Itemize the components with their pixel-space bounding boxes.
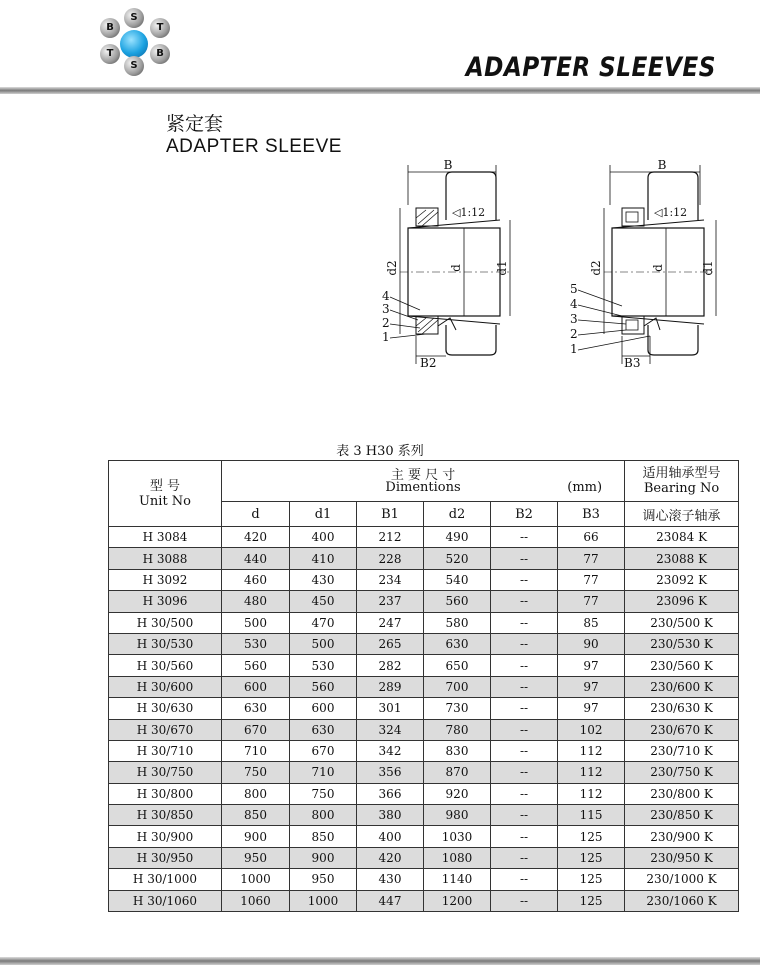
cell-d: 600 <box>222 676 290 697</box>
cell-d1: 410 <box>290 548 357 569</box>
table-row <box>109 805 739 826</box>
column-header: B3 <box>558 502 625 527</box>
cell-d1: 530 <box>290 655 357 676</box>
drawing-left-view <box>382 158 510 370</box>
cell-d1: 450 <box>290 591 357 612</box>
cell-d2: 700 <box>424 676 491 697</box>
cell-d: 480 <box>222 591 290 612</box>
cell-b2: -- <box>491 698 558 719</box>
dim-b-label: B <box>657 158 667 172</box>
taper-label: ◁1:12 <box>452 206 486 219</box>
table-row <box>109 591 739 612</box>
cell-b2: -- <box>491 762 558 783</box>
cell-bearing: 230/530 K <box>625 633 739 654</box>
dim-d1-label: d1 <box>495 260 509 276</box>
table-row <box>109 548 739 569</box>
cell-bearing: 230/950 K <box>625 847 739 868</box>
cell-d: 750 <box>222 762 290 783</box>
cell-bearing: 230/1000 K <box>625 869 739 890</box>
cell-unit: H 30/670 <box>109 719 222 740</box>
cell-unit: H 30/1060 <box>109 890 222 911</box>
cell-unit: H 30/630 <box>109 698 222 719</box>
cell-b1: 282 <box>357 655 424 676</box>
cell-d1: 900 <box>290 847 357 868</box>
cell-d2: 650 <box>424 655 491 676</box>
cell-d1: 670 <box>290 740 357 761</box>
cell-d1: 560 <box>290 676 357 697</box>
dim-d2-label: d2 <box>589 260 603 276</box>
cell-unit: H 3088 <box>109 548 222 569</box>
column-header: B2 <box>491 502 558 527</box>
cell-unit: H 30/500 <box>109 612 222 633</box>
cell-bearing: 23092 K <box>625 569 739 590</box>
part-number: 2 <box>570 327 578 341</box>
cell-b3: 112 <box>558 762 625 783</box>
dim-b2-label: B2 <box>420 356 437 370</box>
cell-d1: 630 <box>290 719 357 740</box>
cell-d: 1000 <box>222 869 290 890</box>
cell-d2: 980 <box>424 805 491 826</box>
table-row <box>109 869 739 890</box>
cell-b1: 420 <box>357 847 424 868</box>
cell-d2: 520 <box>424 548 491 569</box>
page-header-title: ADAPTER SLEEVES <box>465 52 716 83</box>
cell-bearing: 230/1060 K <box>625 890 739 911</box>
cell-b3: 125 <box>558 869 625 890</box>
column-header: d2 <box>424 502 491 527</box>
cell-unit: H 30/900 <box>109 826 222 847</box>
cell-b3: 112 <box>558 783 625 804</box>
dim-b-label: B <box>443 158 453 172</box>
dim-d-label: d <box>449 264 463 272</box>
cell-d2: 870 <box>424 762 491 783</box>
cell-unit: H 30/950 <box>109 847 222 868</box>
cell-d: 670 <box>222 719 290 740</box>
dim-d1-label: d1 <box>701 260 715 276</box>
cell-unit: H 30/1000 <box>109 869 222 890</box>
table-row <box>109 719 739 740</box>
cell-d1: 400 <box>290 527 357 548</box>
brand-logo <box>94 8 174 78</box>
cell-unit: H 30/530 <box>109 633 222 654</box>
bearing-no-header: 适用轴承型号 Bearing No <box>625 461 739 502</box>
cell-d2: 920 <box>424 783 491 804</box>
cell-b1: 380 <box>357 805 424 826</box>
cell-d2: 730 <box>424 698 491 719</box>
cell-bearing: 230/600 K <box>625 676 739 697</box>
part-number: 4 <box>570 297 578 311</box>
cell-b2: -- <box>491 527 558 548</box>
cell-b1: 400 <box>357 826 424 847</box>
cell-d2: 630 <box>424 633 491 654</box>
table-row <box>109 890 739 911</box>
bearing-type-header: 调心滚子轴承 <box>625 502 739 527</box>
part-number: 3 <box>382 302 390 316</box>
logo-ball: S <box>124 56 144 76</box>
cell-bearing: 230/560 K <box>625 655 739 676</box>
cell-bearing: 230/900 K <box>625 826 739 847</box>
cell-d: 420 <box>222 527 290 548</box>
cell-d2: 1030 <box>424 826 491 847</box>
cell-d: 900 <box>222 826 290 847</box>
cell-unit: H 30/800 <box>109 783 222 804</box>
cell-b1: 430 <box>357 869 424 890</box>
cell-d2: 490 <box>424 527 491 548</box>
table-row <box>109 527 739 548</box>
cell-b2: -- <box>491 676 558 697</box>
part-number: 5 <box>570 282 578 296</box>
cell-b2: -- <box>491 569 558 590</box>
part-number: 3 <box>570 312 578 326</box>
table-row <box>109 698 739 719</box>
cell-bearing: 23096 K <box>625 591 739 612</box>
cell-d2: 580 <box>424 612 491 633</box>
cell-unit: H 3084 <box>109 527 222 548</box>
cell-b1: 447 <box>357 890 424 911</box>
cell-unit: H 30/600 <box>109 676 222 697</box>
cell-d1: 1000 <box>290 890 357 911</box>
cell-d2: 830 <box>424 740 491 761</box>
table-row <box>109 826 739 847</box>
cell-b1: 324 <box>357 719 424 740</box>
cell-d1: 500 <box>290 633 357 654</box>
cell-b1: 228 <box>357 548 424 569</box>
cell-d1: 800 <box>290 805 357 826</box>
drawing-right-view <box>570 158 716 370</box>
cell-d2: 780 <box>424 719 491 740</box>
cell-d: 710 <box>222 740 290 761</box>
cell-bearing: 23084 K <box>625 527 739 548</box>
cell-unit: H 30/710 <box>109 740 222 761</box>
cell-b2: -- <box>491 826 558 847</box>
cell-b2: -- <box>491 783 558 804</box>
cell-b1: 212 <box>357 527 424 548</box>
cell-bearing: 230/670 K <box>625 719 739 740</box>
cell-b2: -- <box>491 633 558 654</box>
cell-b3: 125 <box>558 890 625 911</box>
dim-b3-label: B3 <box>624 356 641 370</box>
table-row <box>109 633 739 654</box>
cell-unit: H 30/560 <box>109 655 222 676</box>
logo-ball: T <box>100 44 120 64</box>
cell-d: 560 <box>222 655 290 676</box>
cell-b1: 237 <box>357 591 424 612</box>
part-number: 1 <box>570 342 578 356</box>
cell-b1: 247 <box>357 612 424 633</box>
cell-b3: 97 <box>558 698 625 719</box>
cell-unit: H 30/850 <box>109 805 222 826</box>
cell-d2: 1140 <box>424 869 491 890</box>
column-header: d <box>222 502 290 527</box>
cell-bearing: 23088 K <box>625 548 739 569</box>
cell-bearing: 230/750 K <box>625 762 739 783</box>
cell-unit: H 30/750 <box>109 762 222 783</box>
cell-b2: -- <box>491 655 558 676</box>
table-row <box>109 612 739 633</box>
cell-d1: 710 <box>290 762 357 783</box>
cell-b3: 115 <box>558 805 625 826</box>
table-row <box>109 569 739 590</box>
cell-b2: -- <box>491 719 558 740</box>
cell-b1: 234 <box>357 569 424 590</box>
product-title-cn: 紧定套 <box>166 113 224 135</box>
cell-b3: 97 <box>558 676 625 697</box>
logo-ball: B <box>100 18 120 38</box>
cell-b3: 85 <box>558 612 625 633</box>
dimensions-header: 主 要 尺 寸 Dimentions (mm) <box>222 461 625 502</box>
cell-b3: 112 <box>558 740 625 761</box>
cell-d1: 850 <box>290 826 357 847</box>
cell-b1: 289 <box>357 676 424 697</box>
column-header: d1 <box>290 502 357 527</box>
part-number: 1 <box>382 330 390 344</box>
cell-d: 800 <box>222 783 290 804</box>
taper-label: ◁1:12 <box>654 206 688 219</box>
cell-d: 850 <box>222 805 290 826</box>
table-row <box>109 847 739 868</box>
cell-d1: 750 <box>290 783 357 804</box>
cell-d2: 540 <box>424 569 491 590</box>
table-row <box>109 762 739 783</box>
logo-ball: T <box>150 18 170 38</box>
cell-b3: 102 <box>558 719 625 740</box>
cell-d: 630 <box>222 698 290 719</box>
cell-b3: 90 <box>558 633 625 654</box>
cell-d: 440 <box>222 548 290 569</box>
cell-b3: 97 <box>558 655 625 676</box>
cell-d2: 1080 <box>424 847 491 868</box>
cell-b2: -- <box>491 548 558 569</box>
cell-b3: 77 <box>558 548 625 569</box>
cell-b3: 125 <box>558 826 625 847</box>
part-number: 4 <box>382 289 390 303</box>
cell-d2: 560 <box>424 591 491 612</box>
cell-b1: 265 <box>357 633 424 654</box>
cell-b2: -- <box>491 612 558 633</box>
product-title-en: ADAPTER SLEEVE <box>166 136 342 157</box>
table-row <box>109 676 739 697</box>
cell-d1: 950 <box>290 869 357 890</box>
cell-b2: -- <box>491 890 558 911</box>
cell-d2: 1200 <box>424 890 491 911</box>
dim-d-label: d <box>651 264 665 272</box>
part-number: 2 <box>382 316 390 330</box>
cell-bearing: 230/630 K <box>625 698 739 719</box>
table-row <box>109 740 739 761</box>
cell-bearing: 230/850 K <box>625 805 739 826</box>
cell-d: 500 <box>222 612 290 633</box>
table-caption: 表 3 H30 系列 <box>336 444 424 459</box>
cell-b1: 301 <box>357 698 424 719</box>
cell-d: 1060 <box>222 890 290 911</box>
cell-bearing: 230/500 K <box>625 612 739 633</box>
cell-d: 460 <box>222 569 290 590</box>
cell-b2: -- <box>491 740 558 761</box>
cell-b1: 342 <box>357 740 424 761</box>
logo-ball: S <box>124 8 144 28</box>
header-divider <box>0 87 760 94</box>
cell-b2: -- <box>491 869 558 890</box>
cell-b2: -- <box>491 847 558 868</box>
cell-bearing: 230/710 K <box>625 740 739 761</box>
table-row <box>109 783 739 804</box>
cell-unit: H 3092 <box>109 569 222 590</box>
footer-divider <box>0 957 760 965</box>
cell-d: 530 <box>222 633 290 654</box>
cell-b3: 77 <box>558 569 625 590</box>
logo-ball: B <box>150 44 170 64</box>
cell-b2: -- <box>491 591 558 612</box>
sleeve-technical-drawing <box>360 150 740 380</box>
cell-b1: 366 <box>357 783 424 804</box>
cell-d1: 430 <box>290 569 357 590</box>
cell-d: 950 <box>222 847 290 868</box>
dim-d2-label: d2 <box>385 260 399 276</box>
cell-b3: 77 <box>558 591 625 612</box>
unit-no-header: 型 号 Unit No <box>109 461 222 527</box>
cell-unit: H 3096 <box>109 591 222 612</box>
cell-b3: 125 <box>558 847 625 868</box>
cell-d1: 600 <box>290 698 357 719</box>
spec-table <box>108 460 739 912</box>
cell-b2: -- <box>491 805 558 826</box>
table-row <box>109 655 739 676</box>
logo-bearing-hub <box>120 30 148 58</box>
column-header: B1 <box>357 502 424 527</box>
cell-d1: 470 <box>290 612 357 633</box>
cell-b1: 356 <box>357 762 424 783</box>
cell-b3: 66 <box>558 527 625 548</box>
cell-bearing: 230/800 K <box>625 783 739 804</box>
